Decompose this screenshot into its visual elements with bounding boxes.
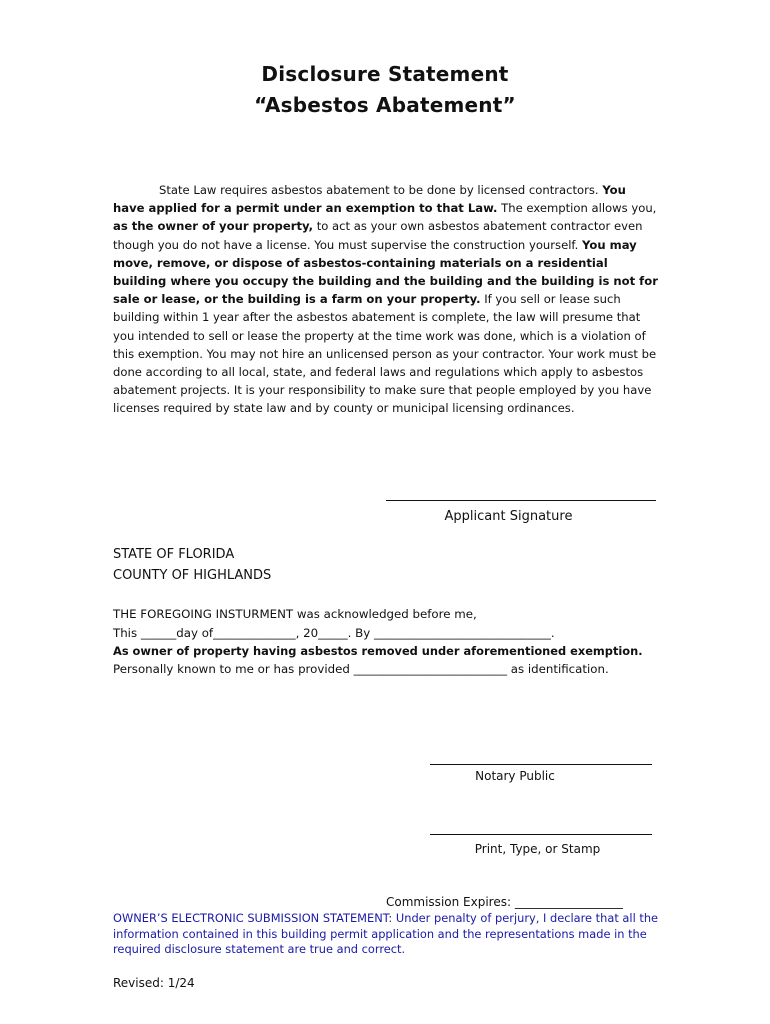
paragraph-text-2: The exemption allows you,	[497, 201, 657, 216]
commission-expires-field[interactable]: Commission Expires: __________________	[386, 895, 623, 909]
applicant-signature-label: Applicant Signature	[444, 509, 573, 524]
applicant-signature-line[interactable]	[386, 500, 656, 501]
disclosure-paragraph	[113, 181, 658, 418]
acknowledgment-line-2: This ______day of______________, 20_____. By ______________________________.	[113, 626, 555, 640]
document-title: Disclosure Statement	[261, 62, 509, 86]
print-type-stamp-line[interactable]	[430, 834, 652, 835]
paragraph-bold-2: as the owner of your property,	[113, 219, 314, 234]
paragraph-text-1: State Law requires asbestos abatement to be done by licensed contractors.	[159, 183, 603, 197]
notary-signature-line[interactable]	[430, 764, 652, 765]
paragraph-bold-3: You may move, remove, or dispose of asbestos-containing materials on a residential building where you occupy the building and the building and the building is not for sale or lease, or the building is a farm on your property.	[113, 237, 658, 307]
paragraph-bold-1: You have applied for a permit under an exemption to that Law.	[113, 183, 626, 216]
paragraph-text-3: to act as your own asbestos abatement contractor even though you do not have a license. You must supervise the construction yourself.	[113, 219, 643, 252]
acknowledgment-identification-line: Personally known to me or has provided __________________________ as identification.	[113, 662, 609, 676]
state-heading: STATE OF FLORIDA	[113, 547, 235, 562]
owner-electronic-submission-statement: OWNER’S ELECTRONIC SUBMISSION STATEMENT: Under penalty of perjury, I declare that all the information contained in this building permit application and the representations made in the required disclosure statement are true and correct.	[113, 911, 659, 956]
paragraph-text-4: If you sell or lease such building within 1 year after the asbestos abatement is complete, the law will presume that you intended to sell or lease the property at the time work was done, which is a violation of this exemption. You may not hire an unlicensed person as your contractor. Your work must be done according to all local, state, and federal laws and regulations which apply to asbestos abatement projects. It is your responsibility to make sure that people employed by you have licenses required by state law and by county or municipal licensing ordinances.	[113, 292, 657, 416]
acknowledgment-owner-line: As owner of property having asbestos removed under aforementioned exemption.	[113, 644, 643, 658]
print-type-stamp-label: Print, Type, or Stamp	[474, 842, 601, 856]
document-subtitle: “Asbestos Abatement”	[254, 93, 516, 117]
revision-date: Revised: 1/24	[113, 976, 195, 990]
acknowledgment-line-1: THE FOREGOING INSTURMENT was acknowledged before me,	[113, 607, 477, 621]
county-heading: COUNTY OF HIGHLANDS	[113, 568, 272, 583]
notary-public-label: Notary Public	[475, 769, 555, 783]
